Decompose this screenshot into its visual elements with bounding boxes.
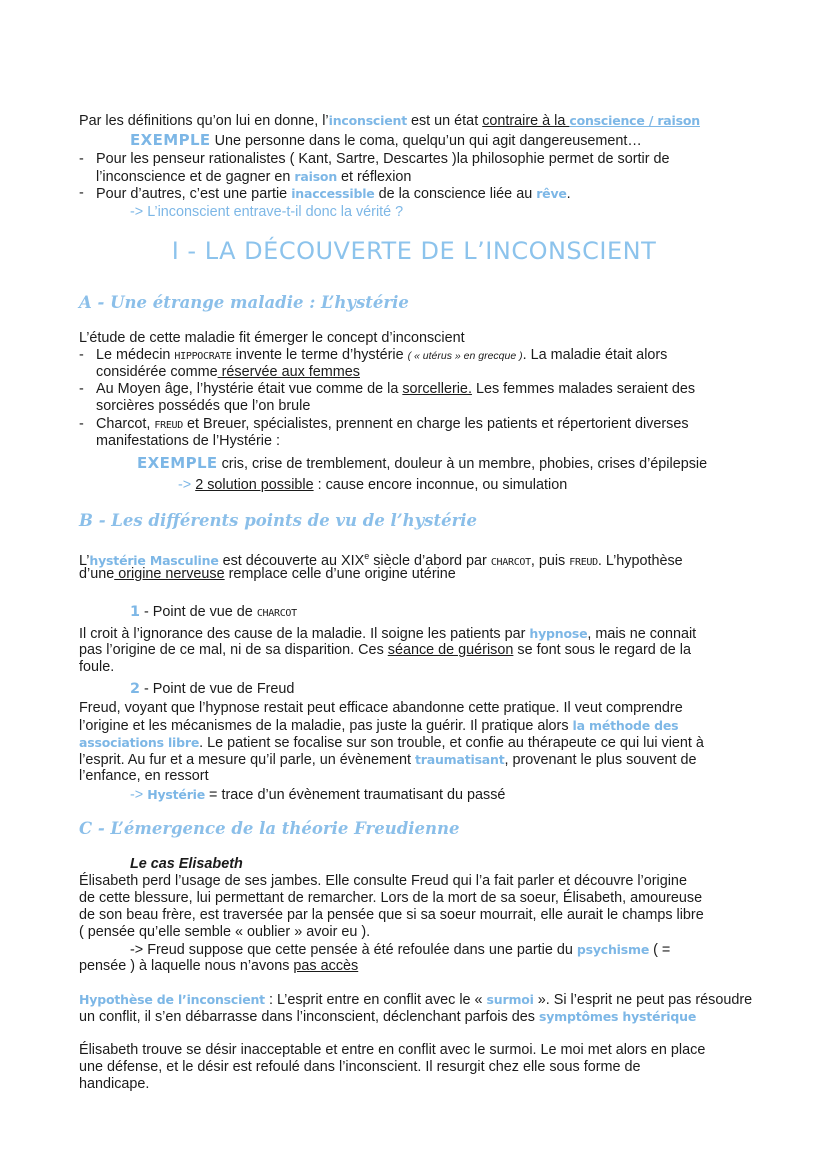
freud-name: FREUD: [569, 556, 598, 568]
bullet-dash: -: [79, 381, 84, 397]
text: : L’esprit entre en conflit avec le «: [264, 992, 487, 1008]
case-title: Le cas Elisabeth: [130, 856, 243, 872]
text: Au Moyen âge, l’hystérie était vue comme de la: [96, 381, 403, 397]
section-a-example: [137, 455, 707, 473]
section-a-heading: A - Une étrange maladie : L’hystérie: [79, 293, 409, 312]
underline-text: 2 solution possible: [195, 477, 314, 493]
text: : cause encore inconnue, ou simulation: [313, 477, 568, 493]
highlight-inconscient: inconscient: [328, 113, 407, 128]
underline-text: pas accès: [293, 958, 359, 974]
italic-note: ( « utérus » en grecque ): [407, 350, 523, 362]
hypothesis-line-2: [79, 1008, 696, 1026]
text: - Point de vue de: [140, 604, 257, 620]
underline-text: contraire à la: [482, 113, 570, 129]
bullet-dash: -: [79, 416, 84, 432]
text: d’une: [79, 566, 115, 582]
subsection-2-line-2: [79, 717, 678, 735]
case-line-2: de cette blessure, lui permettant de remarcher. Lors de la mort de sa soeur, Élisabeth, amoureuse: [79, 890, 703, 906]
highlight-hysterie: Hystérie: [147, 787, 206, 802]
intro-bullet-1-line-1: Pour les penseur rationalistes ( Kant, Sartre, Descartes )la philosophie permet de sortir de: [96, 151, 670, 167]
case-line-3: de son beau frère, est traversée par la pensée que si sa soeur mourrait, elle aurait le champs libre: [79, 907, 704, 923]
case-line-5: [130, 941, 670, 959]
text: est un état: [406, 113, 483, 129]
text: .: [566, 186, 571, 202]
section-b-heading: B - Les différents points de vu de l’hystérie: [79, 511, 478, 530]
main-title: I - LA DÉCOUVERTE DE L’INCONSCIENT: [171, 237, 657, 265]
text: L’: [79, 552, 90, 569]
bullet-dash: -: [79, 185, 84, 201]
highlight-symptomes: symptômes hystérique: [538, 1009, 697, 1024]
text: et réflexion: [337, 169, 412, 185]
text: de la conscience liée au: [374, 186, 537, 202]
section-a-bullet-3-line-1: [96, 416, 689, 434]
highlight-hypothese: Hypothèse de l’inconscient: [79, 992, 265, 1007]
bullet-dash: -: [79, 151, 84, 167]
text: Il croit à l’ignorance des cause de la maladie. Il soigne les patients par: [79, 626, 530, 642]
text: un conflit, il s’en débarrasse dans l’inconscient, déclenchant parfois des: [79, 1009, 539, 1025]
section-b-p1-line-2: [79, 566, 456, 583]
subsection-1-line-3: foule.: [79, 659, 115, 675]
highlight-methode: la méthode des: [572, 718, 679, 733]
section-a-bullet-1-line-1: [96, 347, 667, 365]
text: Charcot,: [96, 416, 155, 432]
hippocrate-name: HIPPOCRATE: [174, 351, 232, 362]
text: . La maladie était alors: [522, 347, 668, 363]
subsection-2-line-1: Freud, voyant que l’hypnose restait peut efficace abandonne cette pratique. Il veut comprendre: [79, 700, 683, 716]
highlight-traumatisant: traumatisant: [414, 752, 505, 767]
elisabeth-line-3: handicape.: [79, 1076, 150, 1092]
elisabeth-line-2: une défense, et le désir est refoulé dans l’inconscient. Il resurgit chez elle sous forme de: [79, 1059, 641, 1075]
arrow: ->: [178, 477, 196, 493]
text: -> Freud suppose que cette pensée à été refoulée dans une partie du: [130, 942, 577, 958]
underline-text: réservée aux femmes: [217, 364, 360, 380]
text: Par les définitions qu’on lui en donne, l’: [79, 113, 329, 129]
intro-bullet-2: [96, 185, 571, 203]
bullet-dash: -: [79, 347, 84, 363]
section-a-bullet-2-line-2: sorcières possédés que l’on brule: [96, 398, 311, 414]
highlight-associations: associations libre: [79, 735, 200, 750]
text: remplace celle d’une origine utérine: [224, 566, 456, 582]
subsection-2-arrow: [130, 786, 505, 804]
highlight-hysterie-masculine: hystérie Masculine: [89, 552, 219, 568]
text: ». Si l’esprit ne peut pas résoudre: [533, 992, 753, 1008]
text: , puis: [530, 552, 570, 569]
highlight-reve: rêve: [536, 186, 567, 201]
text: Les femmes malades seraient des: [471, 381, 696, 397]
text: . L’hypothèse: [597, 552, 683, 569]
text: = trace d’un évènement traumatisant du passé: [205, 787, 506, 803]
example-label: EXEMPLE: [130, 131, 211, 149]
highlight-raison: raison: [294, 169, 338, 184]
section-a-bullet-2-line-1: [96, 381, 695, 398]
underline-text: sorcellerie.: [402, 381, 472, 397]
section-a-bullet-3-line-2: manifestations de l’Hystérie :: [96, 433, 280, 449]
highlight-conscience: conscience / raison: [569, 113, 700, 128]
example-text: Une personne dans le coma, quelqu’un qui agit dangereusement…: [210, 133, 642, 149]
text: , mais ne connait: [587, 626, 697, 642]
text: est découverte au XIX: [218, 552, 365, 569]
intro-line-1: [79, 112, 700, 130]
highlight-psychisme: psychisme: [576, 942, 650, 957]
hypothesis-line-1: [79, 991, 752, 1009]
case-line-6: [79, 958, 358, 975]
intro-bullet-1-line-2: [96, 168, 411, 186]
question-text: -> L’inconscient entrave-t-il donc la vérité ?: [130, 204, 404, 220]
section-a-arrow: [178, 477, 567, 494]
text: l’inconscience et de gagner en: [96, 169, 295, 185]
intro-example: [130, 132, 642, 150]
text: se font sous le regard de la: [513, 642, 691, 658]
elisabeth-line-1: Élisabeth trouve se désir inacceptable et entre en conflit avec le surmoi. Le moi met alors en place: [79, 1042, 706, 1058]
text: l’esprit. Au fur et a mesure qu’il parle, un évènement: [79, 752, 415, 768]
text: ( =: [649, 942, 671, 958]
subsection-2-line-3: [79, 734, 704, 752]
charcot-name: CHARCOT: [256, 608, 297, 619]
subsection-number: 1: [130, 604, 141, 620]
case-line-4: ( pensée qu’elle semble « oublier » avoir eu ).: [79, 924, 371, 940]
section-a-intro: L’étude de cette maladie fit émerger le concept d’inconscient: [79, 330, 465, 346]
text: . Le patient se focalise sur son trouble, et confie au thérapeute ce qui lui vient à: [199, 735, 704, 751]
underline-text: origine nerveuse: [114, 566, 225, 582]
subsection-2-line-4: [79, 751, 697, 769]
text: invente le terme d’hystérie: [231, 347, 408, 363]
text: considérée comme: [96, 364, 218, 380]
text: pensée ) à laquelle nous n’avons: [79, 958, 294, 974]
underline-text: séance de guérison: [387, 642, 514, 658]
example-label: EXEMPLE: [137, 454, 218, 472]
subsection-1-heading: [130, 604, 297, 622]
subsection-number: 2: [130, 681, 141, 697]
text: - Point de vue de Freud: [140, 681, 295, 697]
text: Pour d’autres, c’est une partie: [96, 186, 292, 202]
text: pas l’origine de ce mal, ni de sa disparition. Ces: [79, 642, 388, 658]
highlight-hypnose: hypnose: [529, 626, 588, 641]
intro-question: [130, 204, 403, 221]
section-a-bullet-1-line-2: [96, 364, 360, 381]
charcot-name: CHARCOT: [490, 556, 531, 568]
subsection-2-line-5: l’enfance, en ressort: [79, 768, 209, 784]
subsection-2-heading: [130, 681, 294, 698]
case-line-1: Élisabeth perd l’usage de ses jambes. Elle consulte Freud qui l’a fait parler et découvre l’origine: [79, 873, 687, 889]
section-c-heading: C - L’émergence de la théorie Freudienne: [79, 819, 460, 838]
text: l’origine et les mécanismes de la maladie, pas juste la guérir. Il pratique alors: [79, 718, 573, 734]
text: Le médecin: [96, 347, 175, 363]
superscript: e: [364, 551, 370, 561]
subsection-1-line-1: [79, 625, 696, 643]
text: , provenant le plus souvent de: [504, 752, 697, 768]
highlight-surmoi: surmoi: [486, 992, 534, 1007]
example-text: cris, crise de tremblement, douleur à un membre, phobies, crises d’épilepsie: [217, 456, 708, 472]
arrow: ->: [130, 787, 148, 803]
highlight-inaccessible: inaccessible: [291, 186, 375, 201]
subsection-1-line-2: [79, 642, 691, 659]
freud-name: FREUD: [154, 420, 183, 431]
text: siècle d’abord par: [369, 552, 491, 569]
text: et Breuer, spécialistes, prennent en charge les patients et répertorient diverses: [183, 416, 689, 432]
